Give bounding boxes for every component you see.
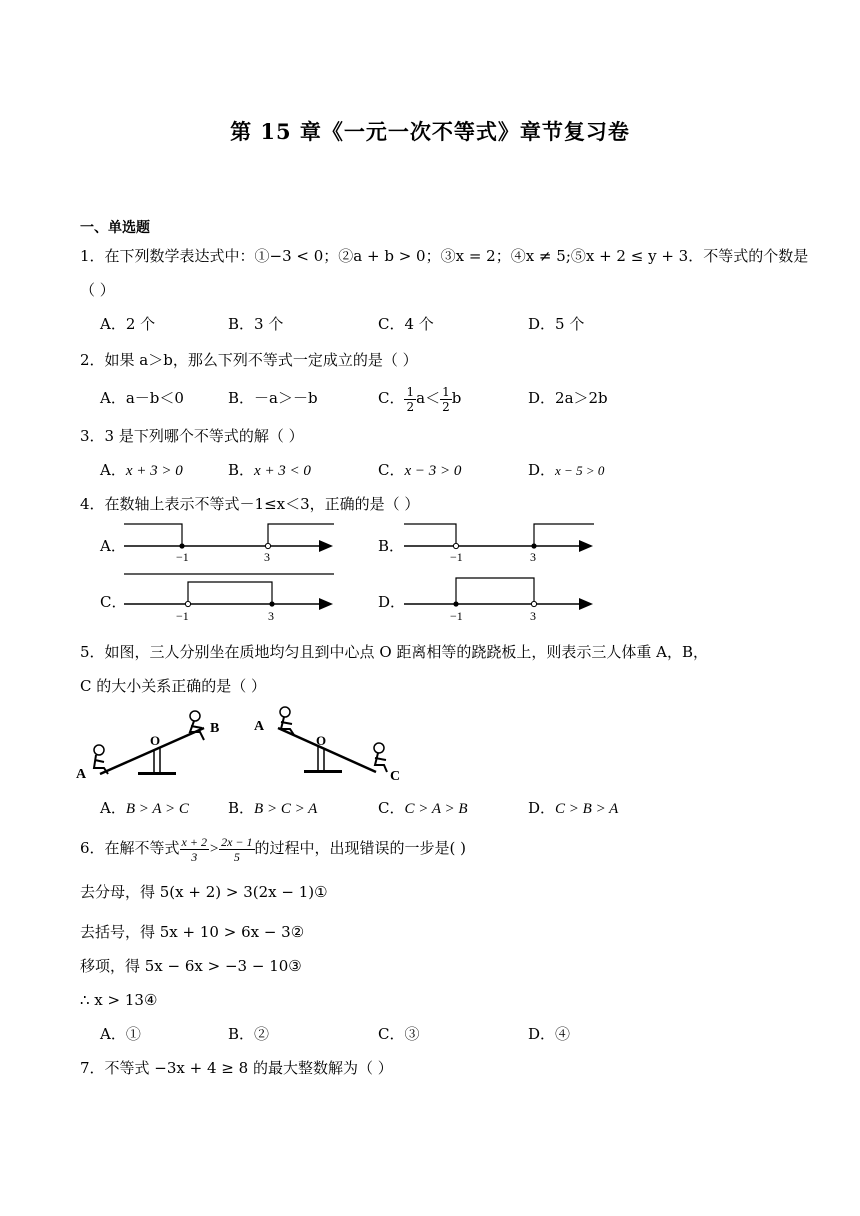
- q5-option-a: A．B > A > C: [100, 799, 189, 817]
- q3-option-c: C．x − 3 > 0: [378, 461, 462, 479]
- fig1-label-a: A: [76, 767, 87, 782]
- q3-option-b: B．x + 3 < 0: [228, 461, 311, 479]
- q1-stem: 1．在下列数学表达式中：①−3 < 0；②a + b > 0；③x = 2；④x ≠ 5;⑤x + 2 ≤ y + 3．不等式的个数是: [80, 247, 809, 265]
- fig1-label-b: B: [210, 721, 220, 736]
- number-line-b: [400, 518, 600, 566]
- q6-option-c: C．③: [378, 1025, 420, 1043]
- tick-neg1: −1: [176, 609, 189, 623]
- number-line-a: [120, 518, 340, 566]
- q1-option-b: B．3 个: [228, 315, 284, 333]
- q2-option-b: B．－a＞－b: [228, 389, 318, 407]
- fig1-label-o: O: [150, 733, 161, 748]
- q4-label-d: D．: [378, 593, 406, 611]
- q5-stem-line1: 5．如图，三人分别坐在质地均匀且到中心点 O 距离相等的跷跷板上，则表示三人体重 A，B，: [80, 643, 709, 661]
- q5-option-b: B．B > C > A: [228, 799, 318, 817]
- q5-stem-line2: C 的大小关系正确的是（ ）: [80, 677, 267, 695]
- q6-step2: 去括号，得 5x + 10 > 6x − 3②: [80, 923, 305, 941]
- page-title: 第 15 章《一元一次不等式》章节复习卷: [230, 119, 630, 144]
- q3-stem: 3．3 是下列哪个不等式的解（ ）: [80, 427, 304, 445]
- q6-option-d: D．④: [528, 1025, 571, 1043]
- q7-stem: 7．不等式 −3x + 4 ≥ 8 的最大整数解为（ ）: [80, 1059, 393, 1077]
- q4-label-b: B．: [378, 537, 405, 555]
- q5-option-d: D．C > B > A: [528, 799, 619, 817]
- q6-option-a: A．①: [100, 1025, 141, 1043]
- tick-neg1: −1: [450, 609, 463, 623]
- q6-stem: 6．在解不等式 $\frac{x + 2}{3}$ > $\frac{2x - 1}{5}$ 的过程中，出现错误的一步是( ): [80, 834, 467, 864]
- number-line-c: [120, 568, 340, 624]
- q1-option-a: A．2 个: [100, 315, 156, 333]
- q4-stem: 4．在数轴上表示不等式－1≤x＜3，正确的是（ ）: [80, 495, 420, 513]
- tick-3: 3: [264, 550, 270, 564]
- q2-option-d: D．2a＞2b: [528, 389, 608, 407]
- q1-option-c: C．4 个: [378, 315, 434, 333]
- q6-step4: ∴ x > 13④: [80, 991, 158, 1009]
- section-heading: 一、单选题: [80, 220, 150, 236]
- q5-option-c: C．C > A > B: [378, 799, 468, 817]
- q2-option-c: C． $\frac{1}{2}$ a＜ $\frac{1}{2}$ b: [378, 384, 462, 414]
- q6-step1: 去分母，得 5(x + 2) > 3(2x − 1)①: [80, 883, 328, 901]
- q2-stem: 2．如果 a＞b，那么下列不等式一定成立的是（ ）: [80, 351, 418, 369]
- q3-option-a: A．x + 3 > 0: [100, 461, 183, 479]
- q6-step3: 移项，得 5x − 6x > −3 − 10③: [80, 957, 302, 975]
- q4-label-a: A．: [100, 537, 126, 555]
- tick-neg1: −1: [450, 550, 463, 564]
- fig2-label-c: C: [390, 769, 401, 784]
- seesaw-figure-2: [248, 702, 408, 784]
- tick-3: 3: [268, 609, 274, 623]
- q1-blank: （ ）: [80, 281, 115, 299]
- seesaw-figure-1: [74, 702, 234, 784]
- fig2-label-o: O: [316, 733, 327, 748]
- q2-option-a: A．a－b＜0: [100, 389, 184, 407]
- fig2-label-a: A: [254, 719, 265, 734]
- tick-3: 3: [530, 609, 536, 623]
- q3-option-d: D．x − 5 > 0: [528, 461, 605, 479]
- q1-option-d: D．5 个: [528, 315, 585, 333]
- number-line-d: [400, 568, 600, 624]
- q4-label-c: C．: [100, 593, 127, 611]
- q6-option-b: B．②: [228, 1025, 270, 1043]
- tick-neg1: −1: [176, 550, 189, 564]
- tick-3: 3: [530, 550, 536, 564]
